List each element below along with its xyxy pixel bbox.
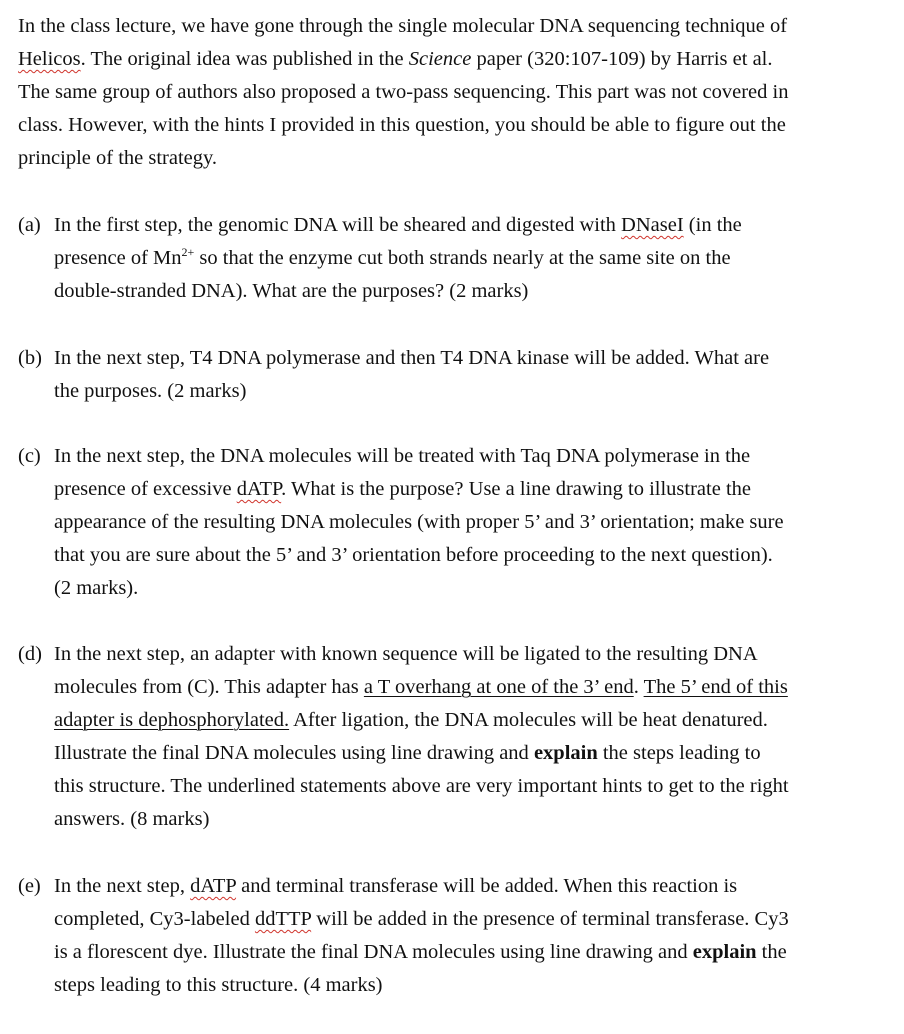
question-a-text-3: double-stranded DNA). What are the purposes? (2 marks) — [54, 280, 529, 302]
spellcheck-word-ddttp: ddTTP — [254, 908, 312, 930]
question-d-text-2a: molecules from (C). This adapter has — [54, 676, 364, 698]
question-e-text-2b: will be added in the presence of terminal transferase. Cy3 — [311, 908, 789, 930]
question-d-text-5: this structure. The underlined statements above are very important hints to get to the right — [54, 775, 789, 797]
intro-text-4: class. However, with the hints I provided in this question, you should be able to figure out the — [18, 114, 786, 136]
journal-name: Science — [408, 48, 472, 70]
question-d-text-4b: the steps leading to — [597, 742, 761, 764]
question-e-text-4: steps leading to this structure. (4 marks) — [54, 974, 383, 996]
spellcheck-word-datp-e: dATP — [190, 875, 237, 897]
intro-line-3 — [18, 80, 788, 104]
question-d-line-3 — [54, 708, 768, 732]
intro-text-5: principle of the strategy. — [18, 147, 218, 169]
intro-line-4 — [18, 113, 786, 137]
question-e-line-3 — [54, 940, 787, 964]
question-a-text-1b: (in the — [683, 214, 742, 236]
question-e-text-1a: In the next step, — [54, 875, 191, 897]
intro-line-5 — [18, 146, 217, 170]
question-b-text-2: the purposes. (2 marks) — [54, 380, 247, 402]
question-a-text-1a: In the first step, the genomic DNA will be sheared and digested with — [54, 214, 622, 236]
question-c-text-2a: presence of excessive — [54, 478, 237, 500]
question-c-text-3: appearance of the resulting DNA molecules (with proper 5’ and 3’ orientation; make sure — [54, 511, 784, 533]
question-b-text-1: In the next step, T4 DNA polymerase and then T4 DNA kinase will be added. What are — [54, 347, 770, 369]
question-c-line-2 — [54, 477, 751, 501]
question-a-line-1 — [54, 213, 742, 237]
intro-line-1 — [18, 14, 787, 38]
spellcheck-word-dnasei: DNaseI — [621, 214, 684, 236]
question-d-line-2 — [54, 675, 788, 699]
question-b-line-2 — [54, 379, 246, 403]
question-e-line-1 — [54, 874, 737, 898]
spellcheck-word-datp: dATP — [236, 478, 282, 500]
emphasis-explain: explain — [533, 742, 598, 764]
underlined-hint-t-overhang: a T overhang at one of the 3’ end — [363, 676, 634, 698]
question-a-text-2a: presence of Mn — [54, 247, 182, 269]
question-d-line-5 — [54, 774, 789, 798]
question-e-text-1b: and terminal transferase will be added. When this reaction is — [236, 875, 738, 897]
question-c-text-4: that you are sure about the 5’ and 3’ orientation before proceeding to the next question). — [54, 544, 773, 566]
question-c-text-5: (2 marks). — [54, 577, 139, 599]
question-d-text-4a: Illustrate the final DNA molecules using line drawing and — [54, 742, 534, 764]
question-b-label: (b) — [18, 347, 42, 369]
question-a-text-2b: so that the enzyme cut both strands nearly at the same site on the — [194, 247, 731, 269]
question-e-label: (e) — [18, 875, 41, 897]
ion-charge-superscript: 2+ — [181, 245, 195, 259]
question-a-line-3 — [54, 279, 528, 303]
question-a-line-2 — [54, 246, 731, 270]
question-d-text-1: In the next step, an adapter with known sequence will be ligated to the resulting DNA — [54, 643, 758, 665]
question-c-line-3 — [54, 510, 784, 534]
emphasis-explain-e: explain — [692, 941, 757, 963]
question-e-text-3b: the — [756, 941, 787, 963]
underlined-hint-dephosphorylated: adapter is dephosphorylated. — [54, 709, 290, 731]
question-e-text-2a: completed, Cy3-labeled — [54, 908, 255, 930]
question-a-label: (a) — [18, 214, 41, 236]
question-e-line-2 — [54, 907, 789, 931]
question-d-line-4 — [54, 741, 761, 765]
spellcheck-word-helicos: Helicos — [18, 48, 81, 70]
question-e-line-4 — [54, 973, 383, 997]
intro-text-3: The same group of authors also proposed a two-pass sequencing. This part was not covered in — [18, 81, 789, 103]
question-b-line-1 — [54, 346, 769, 370]
intro-text-2a: . The original idea was published in the — [80, 48, 409, 70]
question-d-label: (d) — [18, 643, 42, 665]
intro-text-2b: paper (320:107-109) by Harris et al. — [471, 48, 773, 70]
question-c-line-5 — [54, 576, 138, 600]
question-c-text-2b: . What is the purpose? Use a line drawing to illustrate the — [281, 478, 751, 500]
question-d-line-6 — [54, 807, 209, 831]
underlined-hint-5-end-start: The 5’ end of this — [643, 676, 788, 698]
question-d-text-6: answers. (8 marks) — [54, 808, 210, 830]
question-d-text-2b: . — [633, 676, 644, 698]
question-c-label: (c) — [18, 445, 41, 467]
question-c-line-1 — [54, 444, 750, 468]
question-d-text-3b: After ligation, the DNA molecules will be heat denatured. — [289, 709, 768, 731]
intro-text-1: In the class lecture, we have gone through the single molecular DNA sequencing technique of — [18, 15, 788, 37]
intro-line-2 — [18, 47, 773, 71]
question-e-text-3a: is a florescent dye. Illustrate the final DNA molecules using line drawing and — [54, 941, 693, 963]
question-c-text-1: In the next step, the DNA molecules will be treated with Taq DNA polymerase in the — [54, 445, 751, 467]
question-c-line-4 — [54, 543, 773, 567]
question-d-line-1 — [54, 642, 758, 666]
